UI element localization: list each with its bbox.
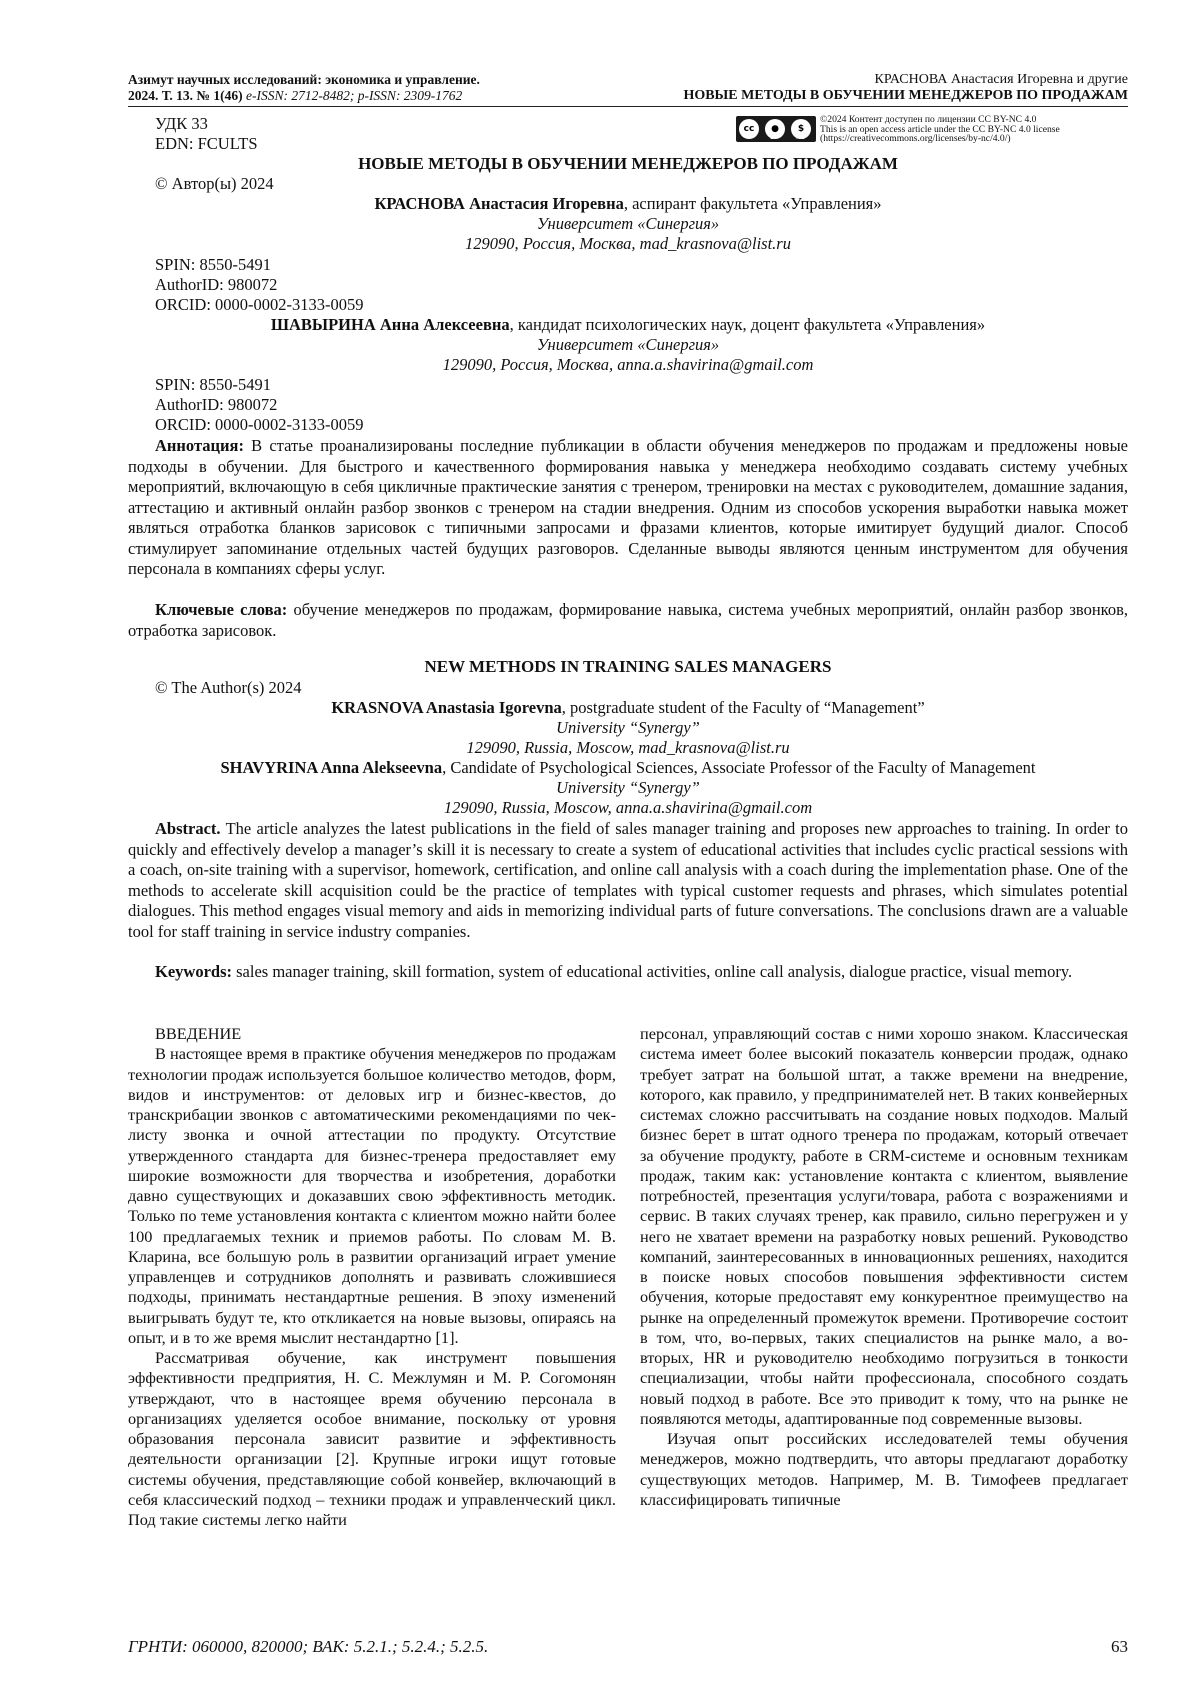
author1-address-en: 129090, Russia, Moscow, mad_krasnova@list.ru (466, 738, 790, 757)
author2-orcid: ORCID: 0000-0002-3133-0059 (155, 415, 364, 434)
section-heading: ВВЕДЕНИЕ (155, 1024, 242, 1043)
copyright-en: © The Author(s) 2024 (155, 678, 302, 697)
author1-authorid: AuthorID: 980072 (155, 275, 278, 294)
author2-authorid: AuthorID: 980072 (155, 395, 278, 414)
cc-by-nc-badge[interactable] (736, 116, 816, 142)
author2-address-ru: 129090, Россия, Москва, anna.a.shavirina@gmail.com (442, 355, 814, 374)
page-number: 63 (1111, 1637, 1128, 1656)
author2-address-en: 129090, Russia, Moscow, anna.a.shavirina@gmail.com (443, 798, 813, 817)
abstract-en: Abstract. The article analyzes the latest publications in the field of sales manager training and proposes new approaches to training. In order to quickly and effectively develop a manager’s skill it is necessary to create a system of educational activities that includes cyclic practical sessions with a coach, on-site training with a supervisor, homework, certification, and online call analysis with a coach during the implementation phase. One of the methods to accelerate skill acquisition could be the practice of templates with typical customer requests and phrases, which simulates potential dialogues. This method engages visual memory and aids in memorizing individual parts of future conversations. The conclusions drawn are a valuable tool for staff training in service industry companies. (128, 819, 1128, 941)
cc-icon: cc (739, 119, 759, 139)
person-icon: ● (765, 119, 785, 139)
running-title: НОВЫЕ МЕТОДЫ В ОБУЧЕНИИ МЕНЕДЖЕРОВ ПО ПРОДАЖАМ (683, 88, 1128, 103)
abstract-ru: Аннотация: В статье проанализированы последние публикации в области обучения менеджеров по продажам и предложены новые подходы в обучении. Для быстрого и качественного формирования навыка у менеджера необходимо создавать систему учебных мероприятий, включающую в себя цикличные практические занятия с тренером, тренировки на местах с руководителем, домашние задания, аттестацию и активный онлайн разбор звонков с тренером на стадии внедрения. Одним из способов ускорения выработки навыка может являться отработка бланков зарисовок с типичными запросами и фразами клиентов, которые имитирует будущий диалог. Способ стимулирует запоминание отдельных частей будущих разговоров. Сделанные выводы являются ценным инструментом для обучения персонала в компаниях сферы услуг. (128, 436, 1128, 578)
body-paragraph: В настоящее время в практике обучения менеджеров по продажам технологии продаж используется большое количество методов, форм, видов и инструментов: от деловых игр и бизнес-квестов, до транскрибации звонков с автоматическими рекомендациями по чек-листу звонка и очной аттестации по продукту. Отсутствие утвержденного стандарта для бизнес-тренера предоставляет ему широкие возможности для творчества и изобретения, доработки давно существующих и доказавших свою эффективность методик. Только по теме установления контакта с клиентом можно найти более 100 предлагаемых техник и приемов работы. По словам М. В. Кларина, все большую роль в развитии организаций играет умение управленцев и сотрудников дополнять и развивать сложившиеся подходы, принимать нестандартные решения. В эпоху изменений выигрывать будут те, кто откликается на новые вызовы, опираясь на опыт, и в то же время мыслит нестандартно [1]. (128, 1044, 616, 1347)
keywords-label-en: Keywords: (155, 962, 232, 981)
author2-org-ru: Университет «Синергия» (536, 335, 720, 354)
author1-org-ru: Университет «Синергия» (536, 214, 720, 233)
body-column-right (640, 1024, 1128, 1510)
footer-classifiers: ГРНТИ: 060000, 820000; ВАК: 5.2.1.; 5.2.4.; 5.2.5. (128, 1637, 489, 1656)
license-text: ©2024 Контент доступен по лицензии CC BY-NC 4.0 This is an open access article under the CC BY-NC 4.0 license (https://creativecommons.org/licenses/by-nc/4.0/) (820, 115, 1140, 144)
author1-address-ru: 129090, Россия, Москва, mad_krasnova@list.ru (465, 234, 791, 253)
edn: EDN: FCULTS (155, 134, 258, 153)
author2-en: SHAVYRINA Anna Alekseevna, Candidate of Psychological Sciences, Associate Professor of the Faculty of Management (220, 758, 1036, 777)
license-block (736, 116, 1136, 144)
body-column-left (128, 1024, 616, 1530)
journal-issue: 2024. Т. 13. № 1(46) (128, 88, 243, 103)
keywords-en: Keywords: sales manager training, skill formation, system of educational activities, online call analysis, dialogue practice, visual memory. (155, 962, 1073, 981)
author1-en: KRASNOVA Anastasia Igorevna, postgraduate student of the Faculty of “Management” (331, 698, 925, 717)
author2-org-en: University “Synergy” (556, 778, 700, 797)
badge-by-label: BY (770, 134, 778, 141)
article-title-ru: НОВЫЕ МЕТОДЫ В ОБУЧЕНИИ МЕНЕДЖЕРОВ ПО ПРОДАЖАМ (358, 154, 898, 173)
author1-name-ru: КРАСНОВА Анастасия Игоревна (374, 194, 624, 213)
journal-title: Азимут научных исследований: экономика и управление. (128, 72, 480, 87)
udk: УДК 33 (155, 114, 208, 133)
running-header-article (568, 72, 1128, 104)
license-url[interactable]: (https://creativecommons.org/licenses/by-nc/4.0/) (820, 133, 1011, 145)
keywords-ru: Ключевые слова: обучение менеджеров по продажам, формирование навыка, система учебных мероприятий, онлайн разбор звонков, отработка зарисовок. (128, 600, 1128, 640)
author1-name-en: KRASNOVA Anastasia Igorevna (331, 698, 562, 717)
keywords-label-ru: Ключевые слова: (155, 600, 288, 619)
running-authors: КРАСНОВА Анастасия Игоревна и другие (874, 72, 1128, 87)
abstract-label-ru: Аннотация: (155, 436, 244, 455)
article-title-en: NEW METHODS IN TRAINING SALES MANAGERS (424, 657, 832, 676)
abstract-label-en: Abstract. (155, 819, 221, 838)
author1-ru: КРАСНОВА Анастасия Игоревна, аспирант факультета «Управления» (374, 194, 882, 213)
author1-spin: SPIN: 8550-5491 (155, 255, 271, 274)
body-paragraph: Изучая опыт российских исследователей темы обучения менеджеров, можно подтвердить, что авторы предлагают доработку существующих методов. Например, М. В. Тимофеев предлагает классифицировать типичные (640, 1429, 1128, 1509)
copyright-ru: © Автор(ы) 2024 (155, 174, 274, 193)
journal-issn: e-ISSN: 2712-8482; p-ISSN: 2309-1762 (245, 88, 463, 103)
no-money-icon: $ (791, 119, 811, 139)
author2-name-en: SHAVYRINA Anna Alekseevna (220, 758, 443, 777)
header-divider (128, 106, 1128, 107)
author1-org-en: University “Synergy” (556, 718, 700, 737)
author2-spin: SPIN: 8550-5491 (155, 375, 271, 394)
badge-nc-label: NC (796, 134, 805, 141)
body-paragraph: персонал, управляющий состав с ними хорошо знаком. Классическая система имеет более высокий показатель конверсии продаж, однако требует затрат на большой штат, а также времени на внедрение, которого, как правило, у предпринимателей нет. В таких конвейерных системах сложно рассчитывать на создание новых подходов. Малый бизнес берет в штат одного тренера по продажам, который отвечает за обучение продукту, работе в CRM-системе и основным техникам продаж, таким как: установление контакта с клиентом, выявление потребностей, презентация услуги/товара, работа с возражениями и сервис. В таких случаях тренер, как правило, сильно перегружен и у него не хватает времени на разработку новых решений. Руководство компаний, заинтересованных в инновационных решениях, находится в поиске новых способов повышения эффективности систем обучения, которые предоставят ему конкурентное преимущество на рынке на определенный промежуток времени. Противоречие состоит в том, что, во-первых, таких специалистов на рынке мало, а во-вторых, HR и руководителю необходимо погрузиться в тонкости специализации, чтобы найти профессионала, способного создать новый подход в работе. Все это приводит к тому, что на рынке не появляются методы, адаптированные под современные вызовы. (640, 1024, 1128, 1428)
body-paragraph: Рассматривая обучение, как инструмент повышения эффективности предприятия, Н. С. Межлумян и М. Р. Согомонян утверждают, что в настоящее время обучению персонала в организациях уделяется особое внимание, поскольку от уровня образования персонала зависит развитие и эффективность деятельности организации [2]. Крупные игроки ищут готовые системы обучения, представляющие собой конвейер, включающий в себя классический подход – техники продаж и управленческий цикл. Под такие системы легко найти (128, 1348, 616, 1529)
author1-orcid: ORCID: 0000-0002-3133-0059 (155, 295, 364, 314)
author2-ru: ШАВЫРИНА Анна Алексеевна, кандидат психологических наук, доцент факультета «Управления» (270, 315, 986, 334)
author2-name-ru: ШАВЫРИНА Анна Алексеевна (270, 315, 510, 334)
